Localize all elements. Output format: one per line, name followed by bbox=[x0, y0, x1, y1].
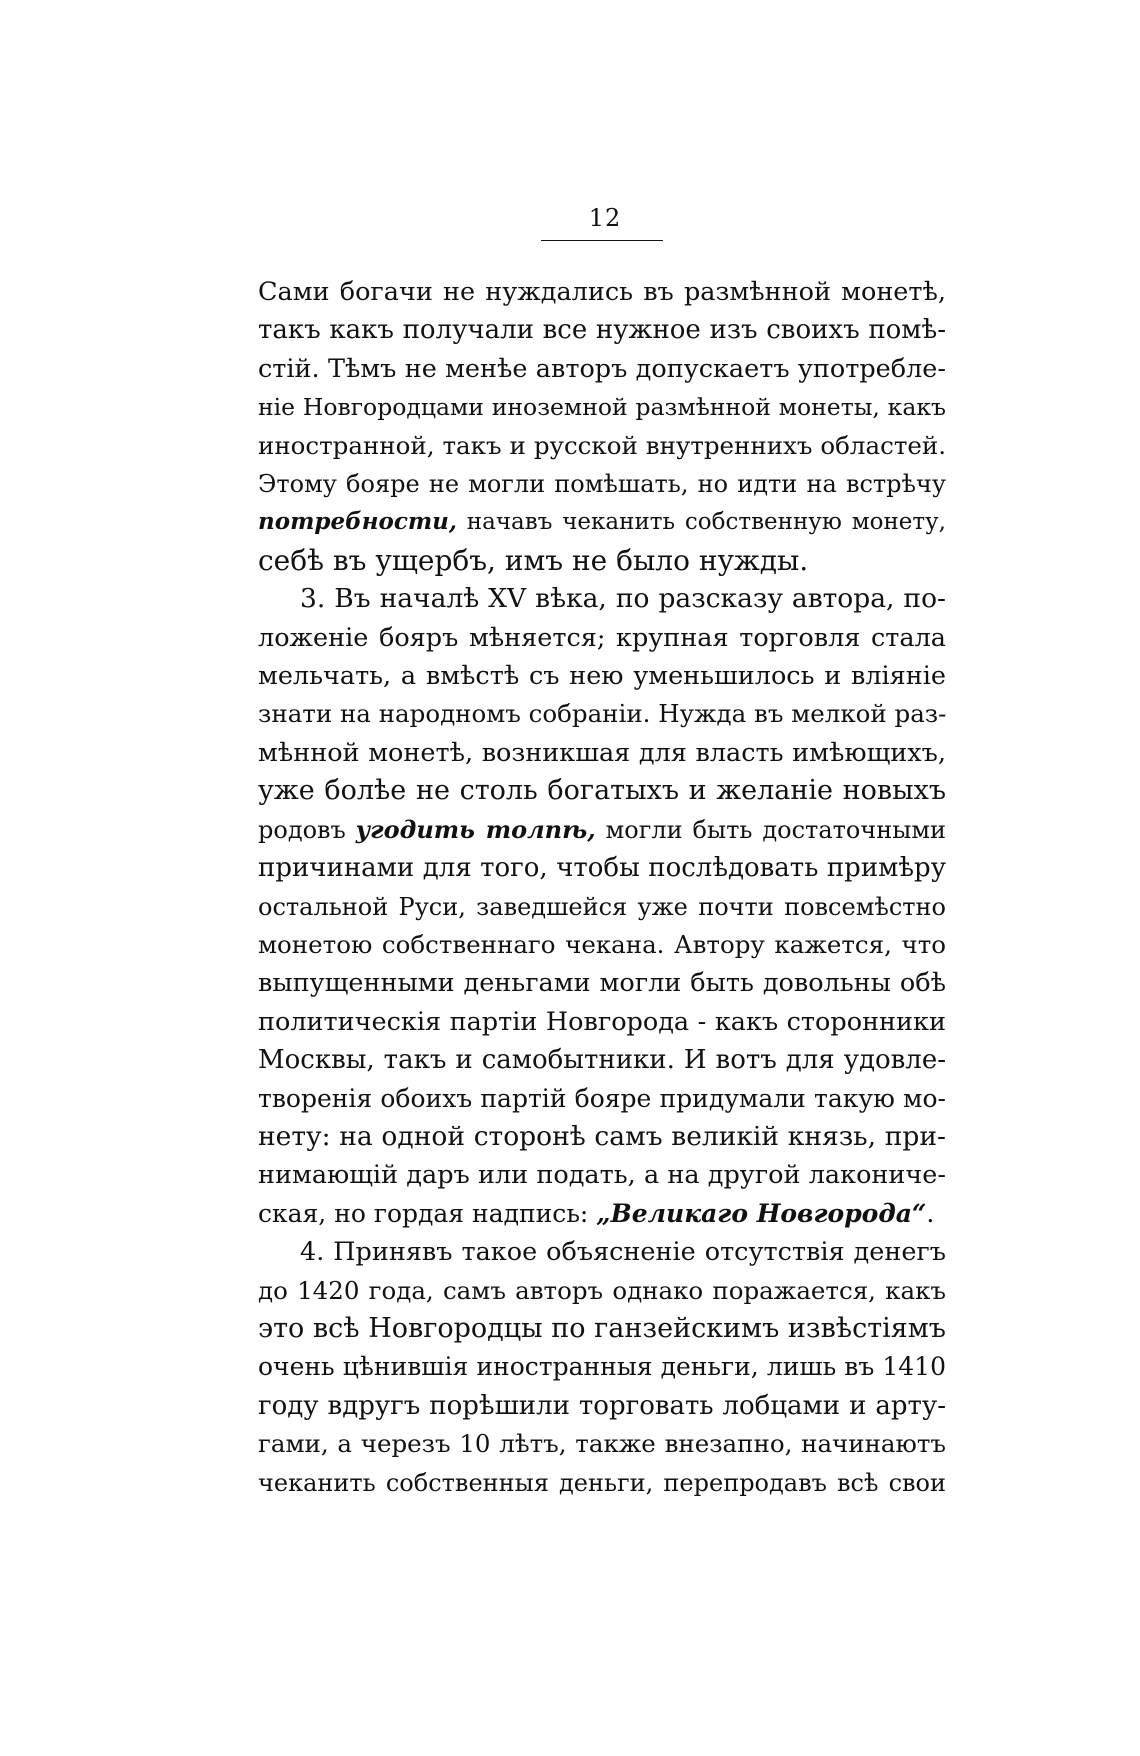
text-line: нету: на одной сторонѣ самъ великій князь, при- bbox=[258, 1120, 946, 1152]
text-line: мельчать, а вмѣстѣ съ нею уменьшилось и вліяніе bbox=[258, 661, 946, 692]
text-line: очень цѣнившія иностранныя деньги, лишь въ 1410 bbox=[258, 1352, 946, 1382]
paragraph-start-line: 3. Въ началѣ XV вѣка, по разсказу автора, по- bbox=[300, 583, 946, 615]
body-text bbox=[258, 273, 946, 1502]
text-line: мѣнной монетѣ, возникшая для власть имѣющихъ, bbox=[258, 737, 946, 768]
paragraph-start-line: 4. Принявъ такое объясненіе отсутствія денегъ bbox=[300, 1237, 946, 1268]
text-line bbox=[258, 503, 946, 541]
quoted-title: „Великаго Новгорода“ bbox=[596, 1198, 927, 1228]
text-line: политическія партіи Новгорода - какъ сторонники bbox=[258, 1006, 946, 1037]
text-line: причинами для того, чтобы послѣдовать примѣру bbox=[258, 853, 946, 884]
page-number-rule bbox=[541, 240, 663, 241]
text-line: до 1420 года, самъ авторъ однако поражается, какъ bbox=[258, 1275, 946, 1305]
text-line: творенія обоихъ партій бояре придумали такую мо- bbox=[258, 1083, 946, 1113]
text-line: нимающій даръ или подать, а на другой лакониче- bbox=[258, 1160, 946, 1191]
paragraph-end-line: себѣ въ ущербъ, имъ не было нужды. bbox=[258, 543, 809, 577]
text-line: знати на народномъ собраніи. Нужда въ мелкой раз- bbox=[258, 699, 947, 729]
text-line: такъ какъ получали все нужное изъ своихъ помѣ- bbox=[258, 315, 946, 346]
text-segment: начавъ чеканить собственную монету, bbox=[456, 509, 946, 536]
text-line: Москвы, такъ и самобытники. И вотъ для удовле- bbox=[258, 1045, 946, 1076]
emphasized-phrase: потребности, bbox=[258, 508, 457, 536]
text-line: это всѣ Новгородцы по ганзейскимъ извѣстіямъ bbox=[258, 1312, 946, 1344]
text-line: иностранной, такъ и русской внутреннихъ областей. bbox=[258, 430, 946, 460]
text-segment: могли быть достаточными bbox=[595, 815, 946, 844]
emphasized-phrase: угодить толпѣ, bbox=[355, 814, 596, 844]
page-number: 12 bbox=[588, 204, 622, 232]
text-line bbox=[258, 811, 946, 849]
text-line: уже болѣе не столь богатыхъ и желаніе новыхъ bbox=[258, 775, 946, 807]
text-line: году вдругъ порѣшили торговать лобцами и арту- bbox=[258, 1390, 946, 1421]
text-line: монетою собственнаго чекана. Автору кажется, что bbox=[258, 929, 946, 959]
text-line: ложеніе бояръ мѣняется; крупная торговля стала bbox=[258, 622, 946, 653]
text-segment: ская, но гордая надпись: bbox=[258, 1198, 597, 1228]
text-line: ніе Новгородцами иноземной размѣнной монеты, какъ bbox=[258, 393, 946, 422]
paragraph-end-line bbox=[258, 1195, 946, 1233]
text-line: гами, а черезъ 10 лѣтъ, также внезапно, начинаютъ bbox=[258, 1429, 946, 1459]
text-line: чеканить собственныя деньги, перепродавъ всѣ свои bbox=[258, 1468, 946, 1497]
text-line: Этому бояре не могли помѣшать, но идти на встрѣчу bbox=[258, 470, 946, 499]
text-line: Сами богачи не нуждались въ размѣнной монетѣ, bbox=[258, 277, 946, 307]
text-line: остальной Руси, заведшейся уже почти повсемѣстно bbox=[258, 892, 946, 921]
text-line: стій. Тѣмъ не менѣе авторъ допускаетъ употребле- bbox=[258, 353, 946, 384]
text-line: выпущенными деньгами могли быть довольны обѣ bbox=[258, 968, 946, 999]
text-segment: . bbox=[926, 1198, 935, 1228]
text-segment: родовъ bbox=[258, 815, 356, 844]
